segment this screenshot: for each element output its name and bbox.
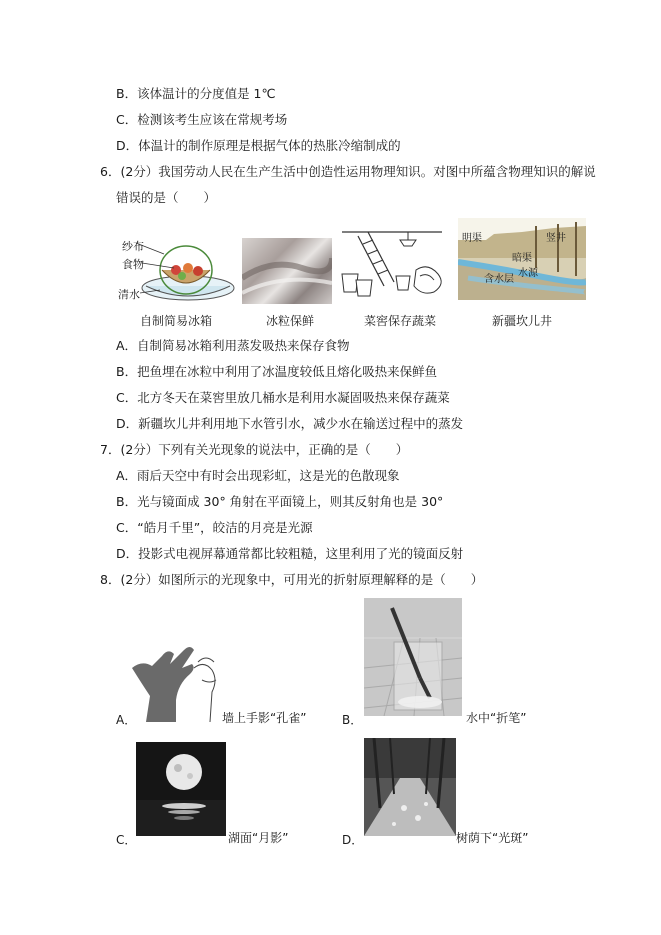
q8-option-a-letter: A． [116, 713, 137, 727]
cellar-figure [338, 226, 448, 308]
q5-option-d: D．体温计的制作原理是根据气体的热胀冷缩制成的 [116, 138, 401, 153]
q6-stem-line1: 6．(2分）我国劳动人民在生产生活中创造性运用物理知识。对图中所蕴含物理知识的解说 [100, 164, 596, 179]
label-water-source: 水源 [518, 268, 538, 279]
q8-option-c-label: 湖面“月影” [228, 831, 289, 845]
bent-pencil-image [364, 598, 462, 716]
q5-option-c: C．检测该考生应该在常规考场 [116, 112, 288, 127]
label-water: 清水 [118, 288, 140, 301]
ice-fish-photo [242, 238, 332, 304]
q5-option-b: B．该体温计的分度值是 1℃ [116, 86, 276, 101]
q7-option-a: A．雨后天空中有时会出现彩虹，这是光的色散现象 [116, 468, 400, 483]
q8-option-a-label: 墙上手影“孔雀” [222, 711, 307, 725]
label-open-canal: 明渠 [462, 233, 482, 244]
q8-stem: 8．(2分）如图所示的光现象中，可用光的折射原理解释的是（ ） [100, 572, 484, 587]
q7-stem: 7．(2分）下列有关光现象的说法中，正确的是（ ） [100, 442, 409, 457]
caption-fridge: 自制简易冰箱 [140, 314, 213, 328]
label-gauze: 纱布 [122, 240, 144, 253]
caption-ice-fish: 冰粒保鲜 [266, 314, 315, 328]
label-dark-canal: 暗渠 [512, 253, 532, 264]
tree-shade-image [364, 738, 456, 836]
label-shaft: 竖井 [546, 233, 566, 244]
label-aquifer: 含水层 [484, 274, 514, 285]
q6-stem-line2: 错误的是（ ） [116, 190, 217, 205]
q8-option-d-label: 树荫下“光斑” [456, 831, 529, 845]
q6-option-a: A．自制简易冰箱利用蒸发吸热来保存食物 [116, 338, 350, 353]
q8-option-b-label: 水中“折笔” [466, 711, 527, 725]
q8-option-d-letter: D． [342, 833, 364, 847]
q7-option-c: C．“皓月千里”，皎洁的月亮是光源 [116, 520, 313, 535]
caption-cellar: 菜窖保存蔬菜 [364, 314, 437, 328]
q6-option-b: B．把鱼埋在冰粒中利用了冰温度较低且熔化吸热来保鲜鱼 [116, 364, 438, 379]
q6-option-c: C．北方冬天在菜窖里放几桶水是利用水凝固吸热来保存蔬菜 [116, 390, 450, 405]
q7-option-b: B．光与镜面成 30° 角射在平面镜上，则其反射角也是 30° [116, 494, 444, 509]
hand-shadow-image [132, 640, 222, 722]
caption-karez: 新疆坎儿井 [492, 314, 553, 328]
moon-reflection-image [136, 742, 226, 836]
q8-option-c-letter: C． [116, 833, 137, 847]
q8-option-b-letter: B． [342, 713, 363, 727]
label-food: 食物 [122, 258, 144, 271]
q6-option-d: D．新疆坎儿井利用地下水管引水，减少水在输送过程中的蒸发 [116, 416, 464, 431]
q7-option-d: D．投影式电视屏幕通常都比较粗糙，这里利用了光的镜面反射 [116, 546, 464, 561]
